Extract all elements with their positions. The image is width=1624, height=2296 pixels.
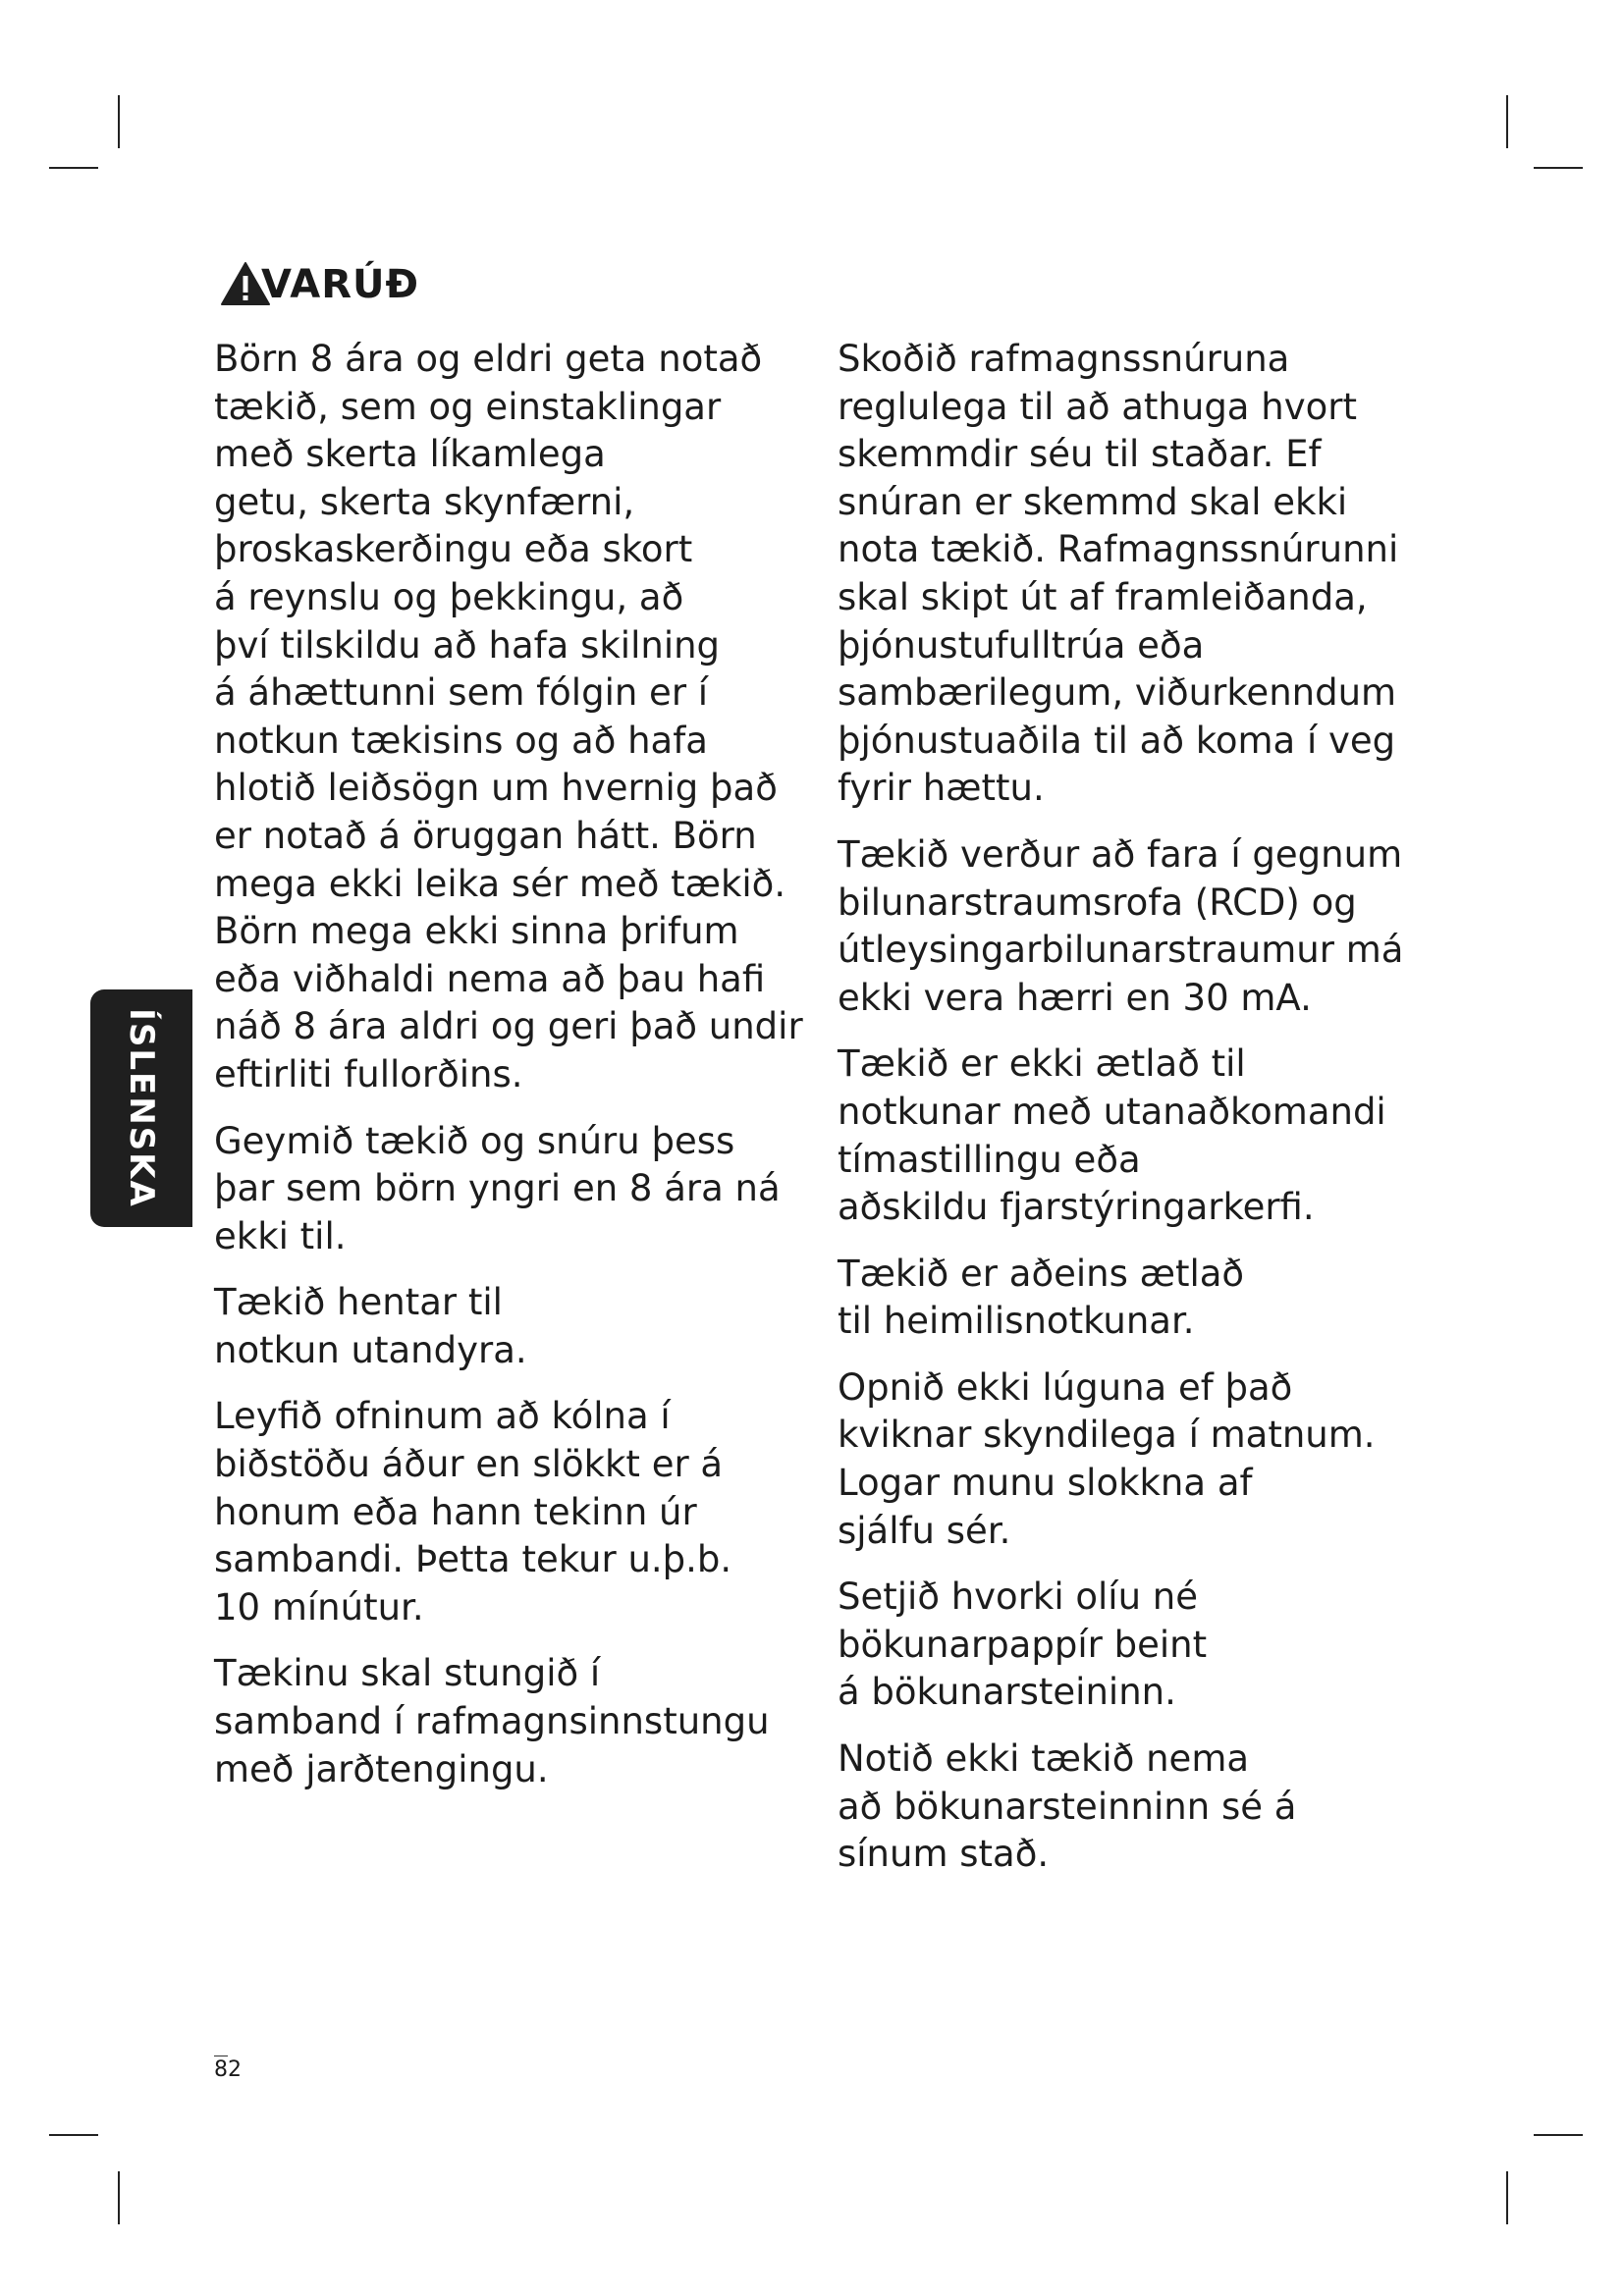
paragraph-line: Setjið hvorki olíu né [838, 1575, 1199, 1619]
paragraph-line: aðskildu fjarstýringarkerfi. [838, 1186, 1315, 1229]
crop-mark-top-right-vertical [1506, 95, 1508, 148]
warning-paragraph [838, 1364, 1397, 1555]
paragraph-line: Skoðið rafmagnssnúruna [838, 338, 1290, 380]
paragraph-line: á áhættunni sem fólgin er í [214, 671, 709, 715]
paragraph-line: á reynslu og þekkingu, að [214, 575, 684, 618]
paragraph-line: útleysingarbilunarstraumur má [838, 929, 1404, 972]
warning-paragraph [214, 1650, 803, 1793]
paragraph-line: ekki vera hærri en 30 mA. [838, 976, 1312, 1019]
paragraph-line: mega ekki leika sér með tækið. [214, 862, 786, 905]
paragraph-line: kviknar skyndilega í matnum. [838, 1414, 1376, 1457]
paragraph-line: sínum stað. [838, 1833, 1050, 1876]
paragraph-line: fyrir hættu. [838, 767, 1045, 810]
warning-paragraph [838, 1574, 1397, 1717]
paragraph-line: samband í rafmagnsinnstungu [214, 1700, 770, 1743]
paragraph-line: bilunarstraumsrofa (RCD) og [838, 881, 1357, 924]
warning-paragraph [214, 336, 803, 1099]
paragraph-line: Börn mega ekki sinna þrifum [214, 910, 739, 953]
crop-mark-bottom-right-vertical [1506, 2171, 1508, 2224]
paragraph-line: Notið ekki tækið nema [838, 1737, 1250, 1781]
paragraph-line: Tækið hentar til [214, 1281, 503, 1324]
paragraph-line: Leyfið ofninum að kólna í [214, 1395, 671, 1438]
paragraph-line: hlotið leiðsögn um hvernig það [214, 767, 778, 810]
warning-title: VARÚÐ [261, 262, 419, 307]
language-tab-label: ÍSLENSKA [122, 1008, 161, 1208]
warning-paragraph [838, 831, 1404, 1022]
crop-mark-bottom-left-horizontal [49, 2134, 98, 2136]
paragraph-line: 10 mínútur. [214, 1585, 424, 1629]
paragraph-line: Opnið ekki lúguna ef það [838, 1365, 1293, 1409]
paragraph-line: þjónustuaðila til að koma í veg [838, 719, 1396, 762]
paragraph-line: tækið, sem og einstaklingar [214, 385, 722, 428]
paragraph-line: biðstöðu áður en slökkt er á [214, 1443, 724, 1486]
paragraph-line: Tækið verður að fara í gegnum [838, 832, 1403, 876]
paragraph-line: þjónustufulltrúa eða [838, 623, 1205, 667]
crop-mark-top-left-horizontal [49, 167, 98, 169]
warning-paragraph [214, 1118, 803, 1261]
paragraph-line: Geymið tækið og snúru þess [214, 1119, 735, 1162]
warning-heading [220, 257, 419, 306]
paragraph-line: tímastillingu eða [838, 1138, 1141, 1181]
paragraph-line: notkun tækisins og að hafa [214, 719, 708, 762]
paragraph-line: þar sem börn yngri en 8 ára ná [214, 1167, 781, 1210]
paragraph-line: Tækinu skal stungið í [214, 1652, 601, 1695]
paragraph-line: snúran er skemmd skal ekki [838, 480, 1348, 523]
paragraph-line: Tækið er ekki ætlað til [838, 1042, 1246, 1086]
page-number: 82 [214, 2057, 242, 2082]
paragraph-line: sambærilegum, viðurkenndum [838, 671, 1397, 715]
warning-paragraph [838, 336, 1397, 813]
warning-paragraph [214, 1279, 803, 1374]
warning-paragraph [838, 1735, 1397, 1879]
crop-mark-bottom-left-vertical [118, 2171, 120, 2224]
paragraph-line: Logar munu slokkna af [838, 1462, 1253, 1505]
crop-mark-top-left-vertical [118, 95, 120, 148]
paragraph-line: á bökunarsteininn. [838, 1671, 1176, 1714]
left-column [214, 336, 803, 1812]
paragraph-line: nota tækið. Rafmagnssnúrunni [838, 528, 1399, 571]
paragraph-line: Tækið er aðeins ætlað [838, 1252, 1245, 1295]
paragraph-line: sambandi. Þetta tekur u.þ.b. [214, 1538, 732, 1581]
right-column [838, 336, 1404, 1897]
crop-mark-top-right-horizontal [1534, 167, 1583, 169]
paragraph-line: með jarðtengingu. [214, 1747, 549, 1790]
paragraph-line: bökunarpappír beint [838, 1623, 1208, 1666]
paragraph-line: því tilskildu að hafa skilning [214, 623, 721, 667]
paragraph-line: eftirliti fullorðins. [214, 1052, 523, 1095]
language-tab [90, 989, 192, 1227]
paragraph-line: Börn 8 ára og eldri geta notað [214, 338, 763, 380]
paragraph-line: skal skipt út af framleiðanda, [838, 575, 1368, 618]
paragraph-line: eða viðhaldi nema að þau hafi [214, 957, 766, 1000]
paragraph-line: skemmdir séu til staðar. Ef [838, 433, 1322, 476]
paragraph-line: getu, skerta skynfærni, [214, 480, 635, 523]
paragraph-line: ekki til. [214, 1214, 347, 1257]
paragraph-line: notkun utandyra. [214, 1328, 527, 1371]
paragraph-line: til heimilisnotkunar. [838, 1300, 1195, 1343]
paragraph-line: er notað á öruggan hátt. Börn [214, 814, 757, 857]
warning-paragraph [214, 1393, 803, 1631]
paragraph-line: reglulega til að athuga hvort [838, 385, 1357, 428]
paragraph-line: honum eða hann tekinn úr [214, 1490, 697, 1533]
paragraph-line: náð 8 ára aldri og geri það undir [214, 1005, 803, 1048]
warning-paragraph [838, 1041, 1397, 1231]
paragraph-line: með skerta líkamlega [214, 433, 606, 476]
paragraph-line: notkunar með utanaðkomandi [838, 1090, 1386, 1133]
paragraph-line: að bökunarsteinninn sé á [838, 1785, 1297, 1828]
warning-paragraph [838, 1251, 1397, 1346]
paragraph-line: sjálfu sér. [838, 1509, 1011, 1552]
paragraph-line: þroskaskerðingu eða skort [214, 528, 693, 571]
crop-mark-bottom-right-horizontal [1534, 2134, 1583, 2136]
